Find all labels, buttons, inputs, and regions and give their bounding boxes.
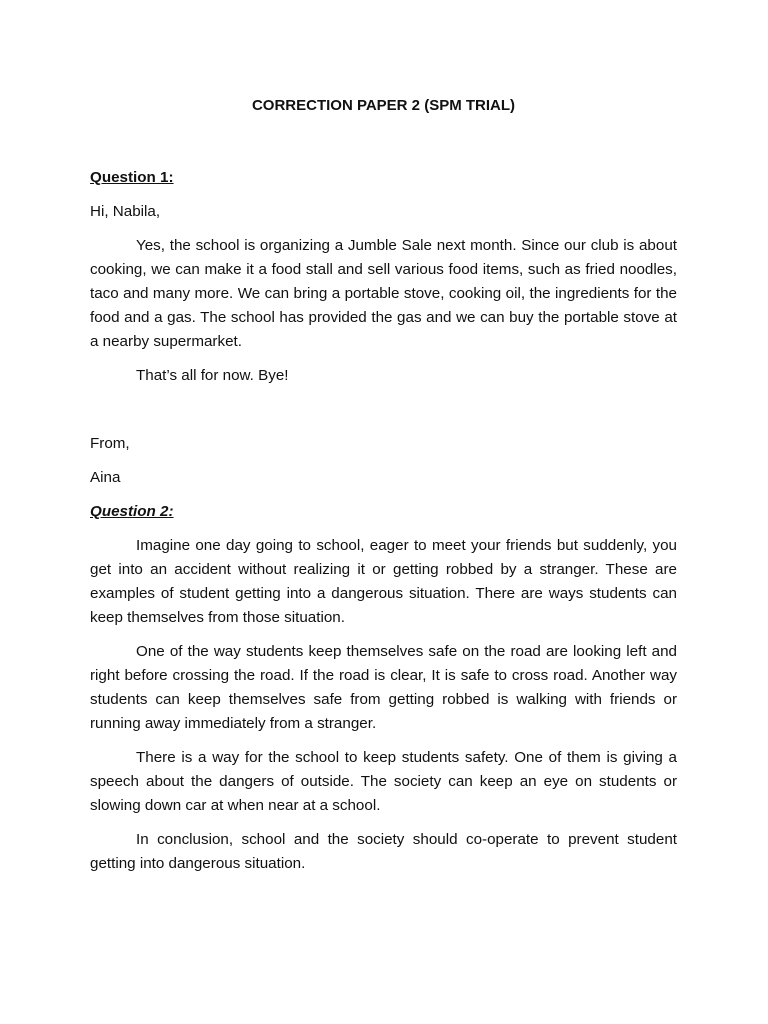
essay-paragraph-4: In conclusion, school and the society should co-operate to prevent student getting into dangerous situation.	[90, 831, 677, 872]
essay-paragraph-3: There is a way for the school to keep students safety. One of them is giving a speech about the dangers of outside. The society can keep an eye on students or slowing down car at when near at a school.	[90, 749, 677, 814]
question-2-heading: Question 2:	[90, 503, 174, 520]
document-title: CORRECTION PAPER 2 (SPM TRIAL)	[251, 97, 516, 114]
letter-greeting: Hi, Nabila,	[90, 203, 161, 220]
document-body	[90, 94, 677, 886]
letter-body-paragraph: Yes, the school is organizing a Jumble Sale next month. Since our club is about cooking, we can make it a food stall and sell various food items, such as fried noodles, taco and many more. We can bring a portable stove, cooking oil, the ingredients for the food and a gas. The school has provided the gas and we can buy the portable stove at a nearby supermarket.	[90, 237, 677, 350]
letter-closing: That’s all for now. Bye!	[136, 367, 289, 384]
essay-paragraph-1: Imagine one day going to school, eager to meet your friends but suddenly, you get into an accident without realizing it or getting robbed by a stranger. These are examples of student getting into a dangerous situation. There are ways students can keep themselves from those situation.	[90, 537, 677, 626]
essay-paragraph-2: One of the way students keep themselves safe on the road are looking left and right before crossing the road. If the road is clear, It is safe to cross road. Another way students can keep themselves safe from getting robbed is walking with friends or running away immediately from a stranger.	[90, 643, 677, 732]
letter-signature: Aina	[90, 469, 121, 486]
letter-sign-off: From,	[90, 435, 130, 452]
question-1-heading: Question 1:	[90, 169, 174, 186]
